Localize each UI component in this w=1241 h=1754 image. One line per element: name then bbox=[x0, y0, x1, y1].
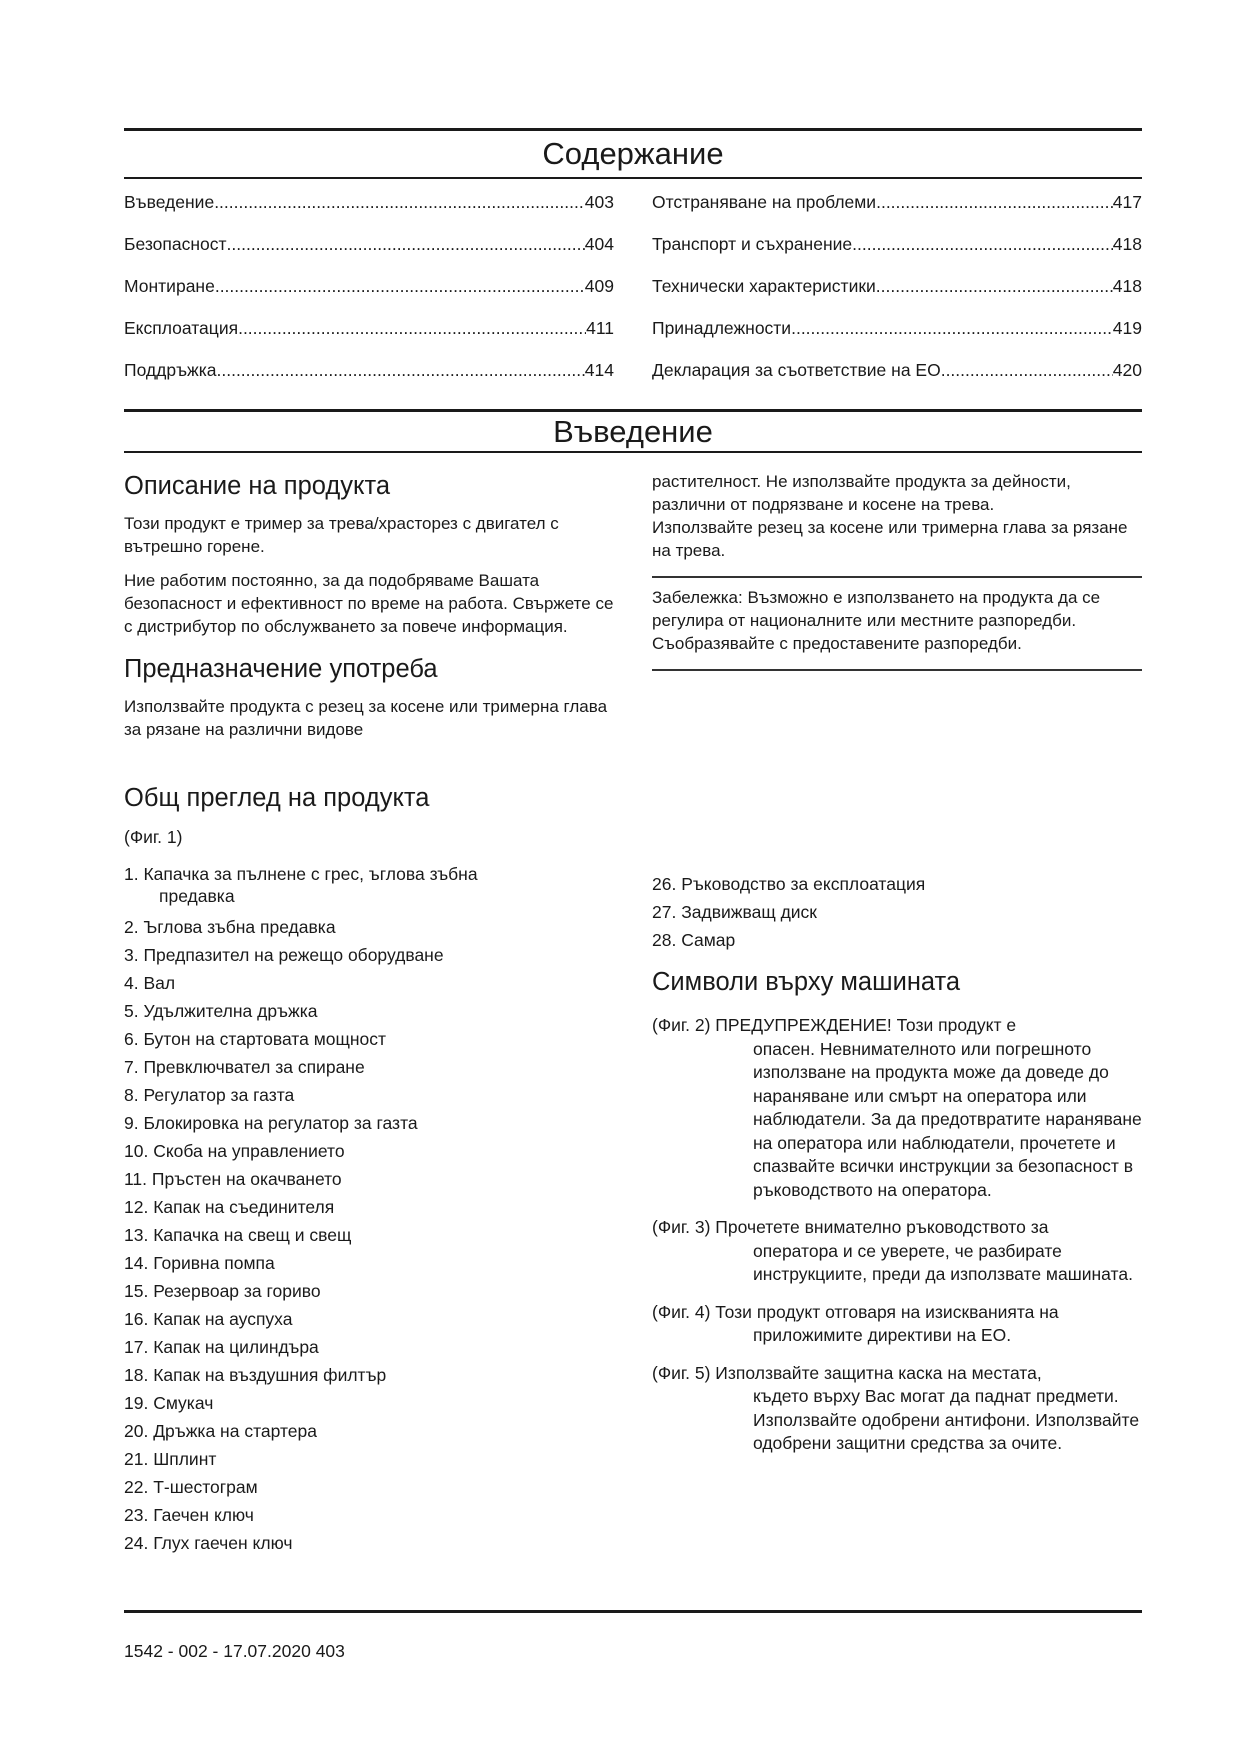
list-item: 16. Капак на ауспуха bbox=[124, 1309, 293, 1329]
toc-entry[interactable]: Отстраняване на проблеми ..... 417 bbox=[652, 192, 1142, 234]
list-item: 15. Резервоар за гориво bbox=[124, 1281, 321, 1301]
intended-use-continuation: растителност. Не използвайте продукта за дейности, различни от подрязване и косене на трева. bbox=[652, 472, 1071, 514]
list-item: 8. Регулатор за газта bbox=[124, 1085, 295, 1105]
symbol-entry: (Фиг. 4) Този продукт отговаря на изискванията на приложимите директиви на ЕО. bbox=[652, 1301, 1059, 1345]
intro-bottom-rule bbox=[124, 451, 1142, 453]
toc-entry[interactable]: Декларация за съответствие на ЕО ..... 420 bbox=[652, 360, 1142, 402]
toc-left-column bbox=[124, 192, 614, 402]
list-item: 1. Капачка за пълнене с грес, ъглова зъбна предавка bbox=[124, 864, 478, 906]
overview-right-column bbox=[652, 870, 1142, 1470]
toc-top-rule bbox=[124, 128, 1142, 131]
toc-title: Содержание bbox=[542, 136, 724, 171]
parts-list-continued bbox=[652, 870, 1142, 954]
list-item: 19. Смукач bbox=[124, 1393, 214, 1413]
list-item: 26. Ръководство за експлоатация bbox=[652, 874, 926, 894]
list-item: 11. Пръстен на окачването bbox=[124, 1169, 342, 1189]
list-item: 27. Задвижващ диск bbox=[652, 902, 817, 922]
description-paragraph: Този продукт е тример за трева/храсторез с двигател с вътрешно горене. bbox=[124, 514, 559, 556]
list-item: 5. Удължителна дръжка bbox=[124, 1001, 318, 1021]
intended-use-paragraph: Използвайте продукта с резец за косене или тримерна глава за рязане на различни видове bbox=[124, 697, 608, 739]
list-item: 2. Ъглова зъбна предавка bbox=[124, 917, 336, 937]
page-footer bbox=[124, 1641, 345, 1662]
list-item: 10. Скоба на управлението bbox=[124, 1141, 345, 1161]
symbols-heading: Символи върху машината bbox=[652, 968, 961, 996]
intended-use-heading: Предназначение употреба bbox=[124, 655, 438, 683]
intro-left-column bbox=[124, 470, 614, 752]
intro-title: Въведение bbox=[553, 414, 713, 449]
toc-entry[interactable]: Монтиране ..... 409 bbox=[124, 276, 614, 318]
list-item: 14. Горивна помпа bbox=[124, 1253, 275, 1273]
intro-top-rule bbox=[124, 409, 1142, 412]
figure-reference: (Фиг. 1) bbox=[124, 827, 183, 847]
parts-list bbox=[124, 863, 614, 1557]
symbol-entry: (Фиг. 2) ПРЕДУПРЕЖДЕНИЕ! Този продукт е опасен. Невнимателното или погрешното използване на продукта може да доведе до нараняване или смърт на оператора или наблюдатели. За да предотвратите нараняване на оператора или наблюдатели, прочетете и спазвайте всички инструкции за безопасност в ръководството на оператора. bbox=[652, 1015, 1142, 1200]
note-label: Забележка: bbox=[652, 588, 743, 607]
list-item: 7. Превключвател за спиране bbox=[124, 1057, 365, 1077]
toc-entry[interactable]: Транспорт и съхранение ..... 418 bbox=[652, 234, 1142, 276]
toc-entry[interactable]: Технически характеристики ..... 418 bbox=[652, 276, 1142, 318]
list-item: 18. Капак на въздушния филтър bbox=[124, 1365, 387, 1385]
description-paragraph: Ние работим постоянно, за да подобряваме Вашата безопасност и ефективност по време на работа. Свържете се с дистрибутор по обслужването за повече информация. bbox=[124, 571, 614, 636]
list-item: 23. Гаечен ключ bbox=[124, 1505, 254, 1525]
toc-entry[interactable]: Поддръжка ..... 414 bbox=[124, 360, 614, 402]
list-item: 3. Предпазител на режещо оборудване bbox=[124, 945, 444, 965]
toc-entry[interactable]: Експлоатация ..... 411 bbox=[124, 318, 614, 360]
toc-entry[interactable]: Безопасност ..... 404 bbox=[124, 234, 614, 276]
product-overview-heading: Общ преглед на продукта bbox=[124, 784, 430, 812]
list-item: 17. Капак на цилиндъра bbox=[124, 1337, 319, 1357]
list-item: 4. Вал bbox=[124, 973, 176, 993]
list-item: 13. Капачка на свещ и свещ bbox=[124, 1225, 352, 1245]
list-item: 6. Бутон на стартовата мощност bbox=[124, 1029, 387, 1049]
product-description-heading: Описание на продукта bbox=[124, 472, 391, 500]
toc-right-column bbox=[652, 192, 1142, 402]
list-item: 21. Шплинт bbox=[124, 1449, 217, 1469]
toc-entry[interactable]: Принадлежности ..... 419 bbox=[652, 318, 1142, 360]
document-id: 1542 - 002 - 17.07.2020 bbox=[124, 1641, 311, 1661]
list-item: 24. Глух гаечен ключ bbox=[124, 1533, 293, 1553]
overview-left-column bbox=[124, 782, 614, 1557]
toc-entry[interactable]: Въведение ..... 403 bbox=[124, 192, 614, 234]
intended-use-paragraph: Използвайте резец за косене или тримерна глава за рязане на трева. bbox=[652, 518, 1128, 560]
footer-rule bbox=[124, 1610, 1142, 1613]
list-item: 22. Т-шестограм bbox=[124, 1477, 258, 1497]
list-item: 20. Дръжка на стартера bbox=[124, 1421, 317, 1441]
symbol-entry: (Фиг. 3) Прочетете внимателно ръководството за оператора и се уверете, че разбирате инструкциите, преди да използвате машината. bbox=[652, 1217, 1133, 1284]
list-item: 9. Блокировка на регулатор за газта bbox=[124, 1113, 418, 1133]
list-item: 28. Самар bbox=[652, 930, 736, 950]
note-text: Възможно е използването на продукта да се регулира от националните или местните разпоредби. Съобразявайте с предоставените разпоредби. bbox=[652, 588, 1101, 653]
intro-right-column bbox=[652, 470, 1142, 671]
toc-bottom-rule bbox=[124, 177, 1142, 179]
note-box bbox=[652, 576, 1142, 671]
symbol-entry: (Фиг. 5) Използвайте защитна каска на местата, където върху Вас могат да паднат предмети. Използвайте одобрени антифони. Използвайте одобрени защитни средства за очите. bbox=[652, 1362, 1140, 1453]
list-item: 12. Капак на съединителя bbox=[124, 1197, 335, 1217]
page-number: 403 bbox=[315, 1641, 345, 1661]
